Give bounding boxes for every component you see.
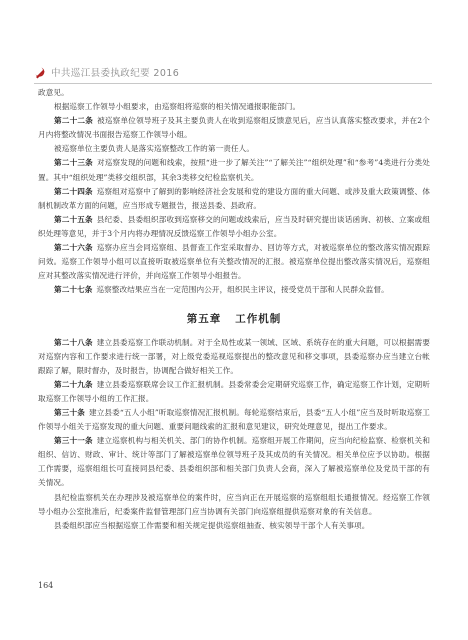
article-number: 第三十一条 [54, 436, 93, 446]
article-paragraph [38, 142, 430, 156]
article-paragraph [38, 434, 430, 490]
article-text: 建立县委巡察联席会议工作汇报机制。县委常委会定期研究巡察工作，确定巡察工作计划，定期听取巡察工作领导小组的工作汇报。 [38, 379, 431, 403]
header-divider [34, 83, 432, 84]
chapter-title: 工作机制 [235, 313, 282, 326]
article-paragraph [38, 156, 430, 184]
article-text: 根据巡察工作领导小组要求，由巡察组将巡察的相关情况通报职能部门。 [54, 102, 301, 112]
article-paragraph [38, 491, 430, 519]
chapter-heading [38, 312, 430, 326]
article-text: 县纪委、县委组织部收到巡察移交的问题或线索后，应当及时研究提出谈话函询、初核、立案或组织处理等意见，并于3个月内将办理情况反馈巡察工作领导小组办公室。 [38, 214, 431, 238]
article-paragraph [38, 406, 430, 434]
article-text: 县纪检监察机关在办理涉及被巡察单位的案件时，应当向正在开展巡察的巡察组组长通报情况。经巡察工作领导小组办公室批准后，纪委案件监督管理部门应当协调有关部门向巡察组提供巡察对象的有关信息。 [38, 492, 430, 516]
article-paragraph [38, 336, 430, 378]
article-number: 第二十二条 [54, 116, 94, 126]
article-text: 建立巡察机构与相关机关、部门的协作机制。巡察组开展工作期间，应当向纪检监察、检察机关和组织、信访、财政、审计、统计等部门了解被巡察单位领导班子及其成员的有关情况。相关单位应予以协助。根据工作需要，巡察组组长可直接同县纪委、县委组织部和相关部门负责人会商，深入了解被巡察单位及党员干部的有关情况。 [38, 436, 431, 488]
article-number: 第二十九条 [54, 379, 93, 389]
article-paragraph [38, 185, 430, 213]
article-text: 巡察整改结果应当在一定范围内公开，组织民主评议，接受党员干部和人民群众监督。 [96, 285, 389, 295]
article-text: 被巡察单位主要负责人是落实巡察整改工作的第一责任人。 [54, 144, 255, 154]
article-number: 第二十六条 [54, 243, 93, 253]
chapter-number: 第五章 [186, 313, 222, 326]
articles-before-chapter [38, 86, 430, 297]
article-text: 被巡察单位领导班子及其主要负责人在收到巡察组反馈意见后，应当认真落实整改要求，并在2个月内将整改情况书面报告巡察工作领导小组。 [38, 116, 430, 140]
articles-after-chapter [38, 336, 430, 533]
article-paragraph [38, 100, 430, 114]
article-text: 建立县委“五人小组”听取巡察情况汇报机制。每轮巡察结束后，县委“五人小组”应当及时听取巡察工作领导小组关于巡察发现的重大问题、重要问题线索的汇报和意见建议，研究处理意见，提出工作要求。 [38, 407, 430, 432]
article-text: 政意见。 [38, 88, 69, 97]
article-number: 第二十四条 [54, 186, 93, 196]
article-paragraph [38, 241, 430, 283]
article-text: 建立县委巡察工作联动机制。对于全局性或某一领域、区域、系统存在的重大问题，可以根据需要对巡察内容和工作要求进行统一部署，对上级党委巡视巡察提出的整改意见和移交事项，县委巡察办应当建立台帐跟踪了解，限时督办，及时报告，协调配合做好相关工作。 [38, 337, 431, 375]
article-paragraph [38, 213, 430, 241]
article-paragraph [38, 519, 430, 533]
article-text: 巡察办应当会同巡察组、县督查工作室采取督办、回访等方式，对被巡察单位的整改落实情况跟踪问效。巡察工作领导小组可以直接听取被巡察单位有关整改情况的汇报。被巡察单位提出整改落实情况后，巡察组应对其整改落实情况进行评价，并向巡察工作领导小组报告。 [38, 243, 431, 281]
page-number: 164 [38, 581, 54, 590]
article-number: 第二十七条 [54, 285, 93, 295]
running-header [34, 64, 434, 80]
article-paragraph [38, 114, 430, 142]
article-text: 巡察组对巡察中了解到的影响经济社会发展和党的建设方面的重大问题、或涉及重大政策调整、体制机制改革方面的问题，应当形成专题报告，报送县委、县政府。 [38, 186, 431, 210]
party-emblem-icon [34, 66, 47, 79]
article-paragraph [38, 378, 430, 406]
article-text: 县委组织部应当根据巡察工作需要和相关规定提供巡察组抽查、核实领导干部个人有关事项。 [54, 520, 370, 530]
article-number: 第二十八条 [54, 337, 93, 347]
article-paragraph [38, 283, 430, 297]
article-text: 对巡察发现的问题和线索，按照“进一步了解关注”“了解关注”“组织处理”和“参考”4类进行分类处置。其中“组织处理”类移交组织部，其余3类移交纪检监察机关。 [38, 158, 431, 182]
article-number: 第三十条 [54, 407, 85, 417]
header-title: 中共巡江县委执政纪要 2016 [51, 68, 180, 79]
document-body [38, 86, 430, 533]
article-number: 第二十三条 [54, 158, 93, 168]
article-paragraph [38, 86, 430, 100]
article-number: 第二十五条 [54, 214, 93, 224]
